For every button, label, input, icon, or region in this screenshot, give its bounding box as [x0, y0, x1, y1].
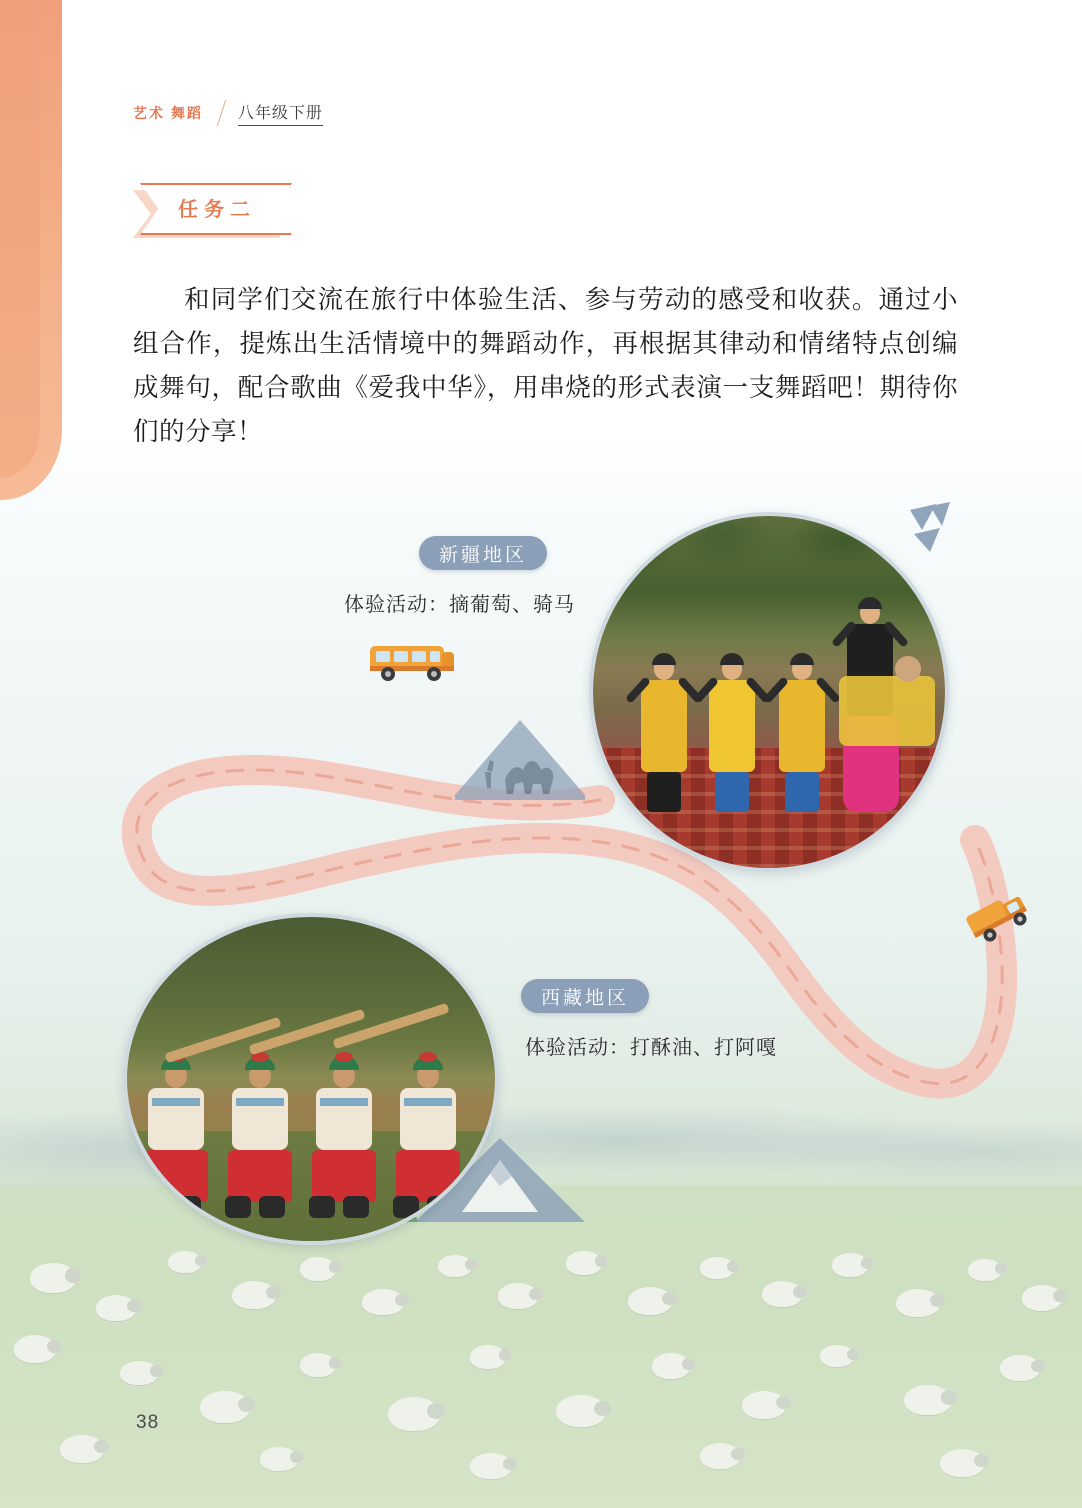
region-pill-tibet: 西藏地区	[521, 979, 649, 1013]
sheep	[652, 1353, 690, 1379]
sheep	[742, 1391, 786, 1419]
sheep	[940, 1449, 984, 1477]
sheep	[820, 1345, 854, 1367]
left-decorative-band-inner	[0, 0, 40, 478]
page-header	[133, 96, 323, 126]
sheep	[388, 1397, 440, 1431]
sheep	[14, 1335, 56, 1363]
sheep	[200, 1391, 250, 1423]
page-number: 38	[136, 1412, 160, 1433]
school-bus-icon	[364, 640, 460, 684]
left-decorative-band	[0, 0, 62, 500]
region-pill-xinjiang: 新疆地区	[419, 536, 547, 570]
region-activity-xinjiang: 体验活动：摘葡萄、骑马	[344, 594, 575, 616]
camel-silhouette-icon	[455, 720, 585, 800]
task-banner	[140, 183, 288, 231]
sheep	[700, 1443, 740, 1469]
sheep	[260, 1447, 298, 1471]
sheep	[120, 1361, 158, 1385]
sheep	[470, 1453, 512, 1479]
sheep	[904, 1385, 952, 1415]
region-activity-tibet: 体验活动：打酥油、打阿嘎	[525, 1037, 777, 1059]
header-subject: 艺术 舞蹈	[133, 105, 203, 121]
task-label: 任务二	[178, 198, 256, 221]
task-paragraph: 和同学们交流在旅行中体验生活、参与劳动的感受和收获。通过小组合作，提炼出生活情境中的舞蹈动作，再根据其律动和情绪特点创编成舞句，配合歌曲《爱我中华》，用串烧的形式表演一支舞蹈吧！期待你们的分享！	[133, 284, 958, 446]
sheep	[470, 1345, 506, 1369]
header-separator	[217, 100, 226, 126]
sheep	[60, 1435, 104, 1463]
sheep	[1000, 1355, 1040, 1381]
photo-xinjiang-dance	[589, 512, 949, 872]
header-grade: 八年级下册	[238, 100, 323, 126]
sheep	[556, 1395, 606, 1427]
photo-tibet-dance	[123, 913, 499, 1245]
sheep	[300, 1353, 336, 1377]
